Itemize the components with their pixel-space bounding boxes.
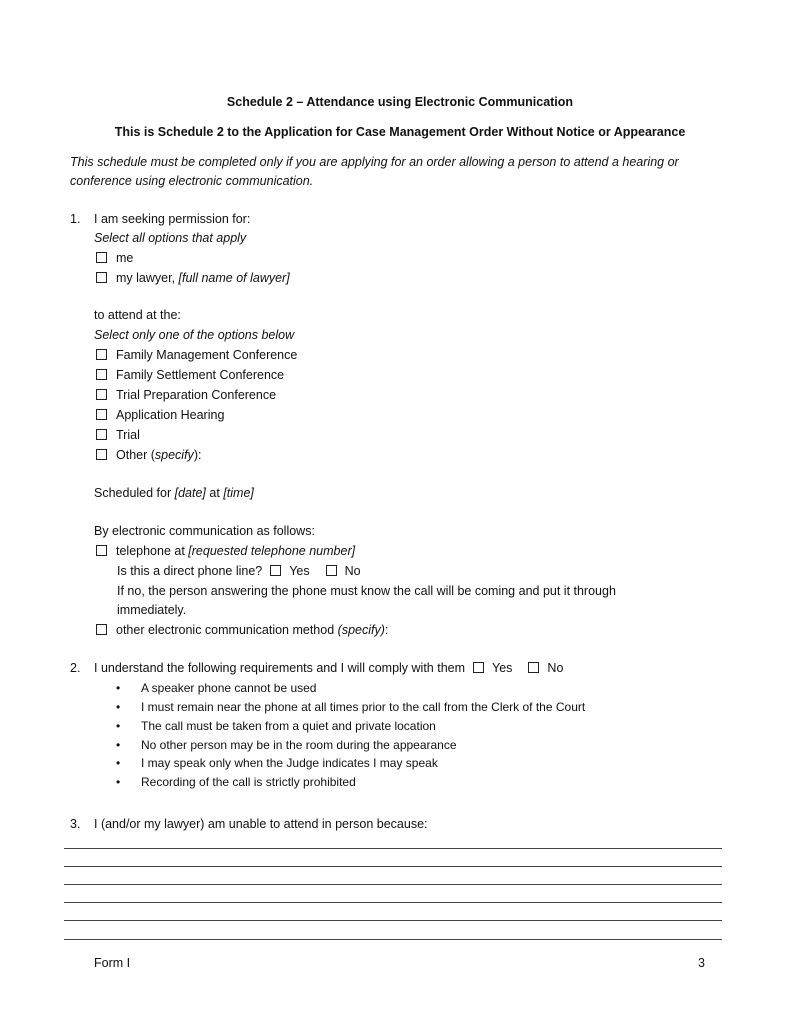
- q2-row: [94, 660, 563, 676]
- checkbox-me[interactable]: [96, 252, 107, 263]
- bullet-icon: •: [116, 681, 121, 695]
- telephone-number-placeholder[interactable]: [requested telephone number]: [188, 544, 356, 558]
- q1-number: 1.: [70, 212, 81, 226]
- direct-line-row: [117, 563, 361, 579]
- option-my-lawyer[interactable]: [96, 270, 290, 286]
- attend-label: to attend at the:: [94, 308, 181, 322]
- answer-line[interactable]: [64, 884, 722, 885]
- event-label: Application Hearing: [116, 408, 225, 422]
- option-other-electronic-method[interactable]: [96, 622, 388, 638]
- option-me-label: me: [116, 251, 134, 265]
- q1-prompt: I am seeking permission for:: [94, 212, 251, 226]
- time-placeholder[interactable]: [time]: [223, 486, 254, 500]
- option-family-settlement-conference[interactable]: [96, 367, 284, 383]
- bullet-icon: •: [116, 775, 121, 789]
- option-other[interactable]: [96, 447, 201, 463]
- option-my-lawyer-label: my lawyer,: [116, 271, 176, 285]
- footer-page-number: 3: [698, 956, 705, 970]
- bullet-icon: •: [116, 700, 121, 714]
- other-suffix: ):: [193, 448, 202, 462]
- schedule-subtitle: This is Schedule 2 to the Application for Case Management Order Without Notice or Appearance: [114, 125, 686, 139]
- event-label: Trial Preparation Conference: [116, 388, 277, 402]
- answer-line[interactable]: [64, 848, 722, 849]
- telephone-label: telephone at: [116, 544, 185, 558]
- checkbox-my-lawyer[interactable]: [96, 272, 107, 283]
- event-label: Family Settlement Conference: [116, 368, 285, 382]
- checkbox-family-settlement-conference[interactable]: [96, 369, 107, 380]
- requirement-item: I may speak only when the Judge indicates I may speak: [141, 756, 438, 770]
- requirement-item: I must remain near the phone at all times prior to the call from the Clerk of the Court: [141, 700, 586, 714]
- date-placeholder[interactable]: [date]: [174, 486, 206, 500]
- answer-line[interactable]: [64, 920, 722, 921]
- direct-line-yes-label: Yes: [289, 564, 310, 578]
- lawyer-name-placeholder[interactable]: [full name of lawyer]: [178, 271, 290, 285]
- scheduled-label: Scheduled for: [94, 486, 172, 500]
- event-label: Trial: [116, 428, 140, 442]
- q2-yes-label: Yes: [492, 661, 513, 675]
- q2-no-label: No: [547, 661, 564, 675]
- at-label: at: [209, 486, 220, 500]
- electronic-label: By electronic communication as follows:: [94, 524, 315, 538]
- q3-prompt: I (and/or my lawyer) am unable to attend in person because:: [94, 817, 428, 831]
- option-family-management-conference[interactable]: [96, 347, 297, 363]
- direct-line-note-continued: immediately.: [117, 603, 187, 617]
- other-label: Other (: [116, 448, 155, 462]
- other-method-suffix: :: [384, 623, 389, 637]
- direct-line-note: If no, the person answering the phone must know the call will be coming and put it through: [117, 584, 616, 598]
- requirement-item: No other person may be in the room during the appearance: [141, 738, 457, 752]
- checkbox-other-electronic-method[interactable]: [96, 624, 107, 635]
- requirement-item: Recording of the call is strictly prohibited: [141, 775, 356, 789]
- q2-number: 2.: [70, 661, 81, 675]
- footer-form-name: Form I: [94, 956, 131, 970]
- other-method-label: other electronic communication method: [116, 623, 335, 637]
- q1-hint-all: Select all options that apply: [94, 231, 247, 245]
- direct-line-question: Is this a direct phone line?: [117, 564, 263, 578]
- checkbox-family-management-conference[interactable]: [96, 349, 107, 360]
- other-specify: specify: [154, 448, 194, 462]
- checkbox-trial[interactable]: [96, 429, 107, 440]
- bullet-icon: •: [116, 738, 121, 752]
- other-method-specify: (specify): [337, 623, 385, 637]
- requirement-item: A speaker phone cannot be used: [141, 681, 317, 695]
- option-application-hearing[interactable]: [96, 407, 224, 423]
- checkbox-other[interactable]: [96, 449, 107, 460]
- checkbox-q2-no[interactable]: [528, 662, 539, 673]
- direct-line-no-label: No: [344, 564, 361, 578]
- scheduled-line: [94, 485, 254, 501]
- checkbox-telephone[interactable]: [96, 545, 107, 556]
- option-telephone[interactable]: [96, 543, 355, 559]
- answer-line[interactable]: [64, 902, 722, 903]
- q1-hint-one: Select only one of the options below: [94, 328, 295, 342]
- answer-line[interactable]: [64, 939, 722, 940]
- bullet-icon: •: [116, 719, 121, 733]
- option-me[interactable]: [96, 250, 133, 266]
- q2-prompt: I understand the following requirements and I will comply with them: [94, 661, 466, 675]
- option-trial[interactable]: [96, 427, 140, 443]
- option-trial-preparation-conference[interactable]: [96, 387, 276, 403]
- checkbox-trial-preparation-conference[interactable]: [96, 389, 107, 400]
- intro-text: This schedule must be completed only if you are applying for an order allowing a person to attend a hearing or conference using electronic communication.: [70, 155, 679, 188]
- checkbox-direct-line-yes[interactable]: [270, 565, 281, 576]
- bullet-icon: •: [116, 756, 121, 770]
- checkbox-application-hearing[interactable]: [96, 409, 107, 420]
- event-label: Family Management Conference: [116, 348, 298, 362]
- checkbox-q2-yes[interactable]: [473, 662, 484, 673]
- checkbox-direct-line-no[interactable]: [326, 565, 337, 576]
- requirement-item: The call must be taken from a quiet and private location: [141, 719, 436, 733]
- q3-number: 3.: [70, 817, 81, 831]
- schedule-title: Schedule 2 – Attendance using Electronic Communication: [226, 95, 574, 109]
- answer-line[interactable]: [64, 866, 722, 867]
